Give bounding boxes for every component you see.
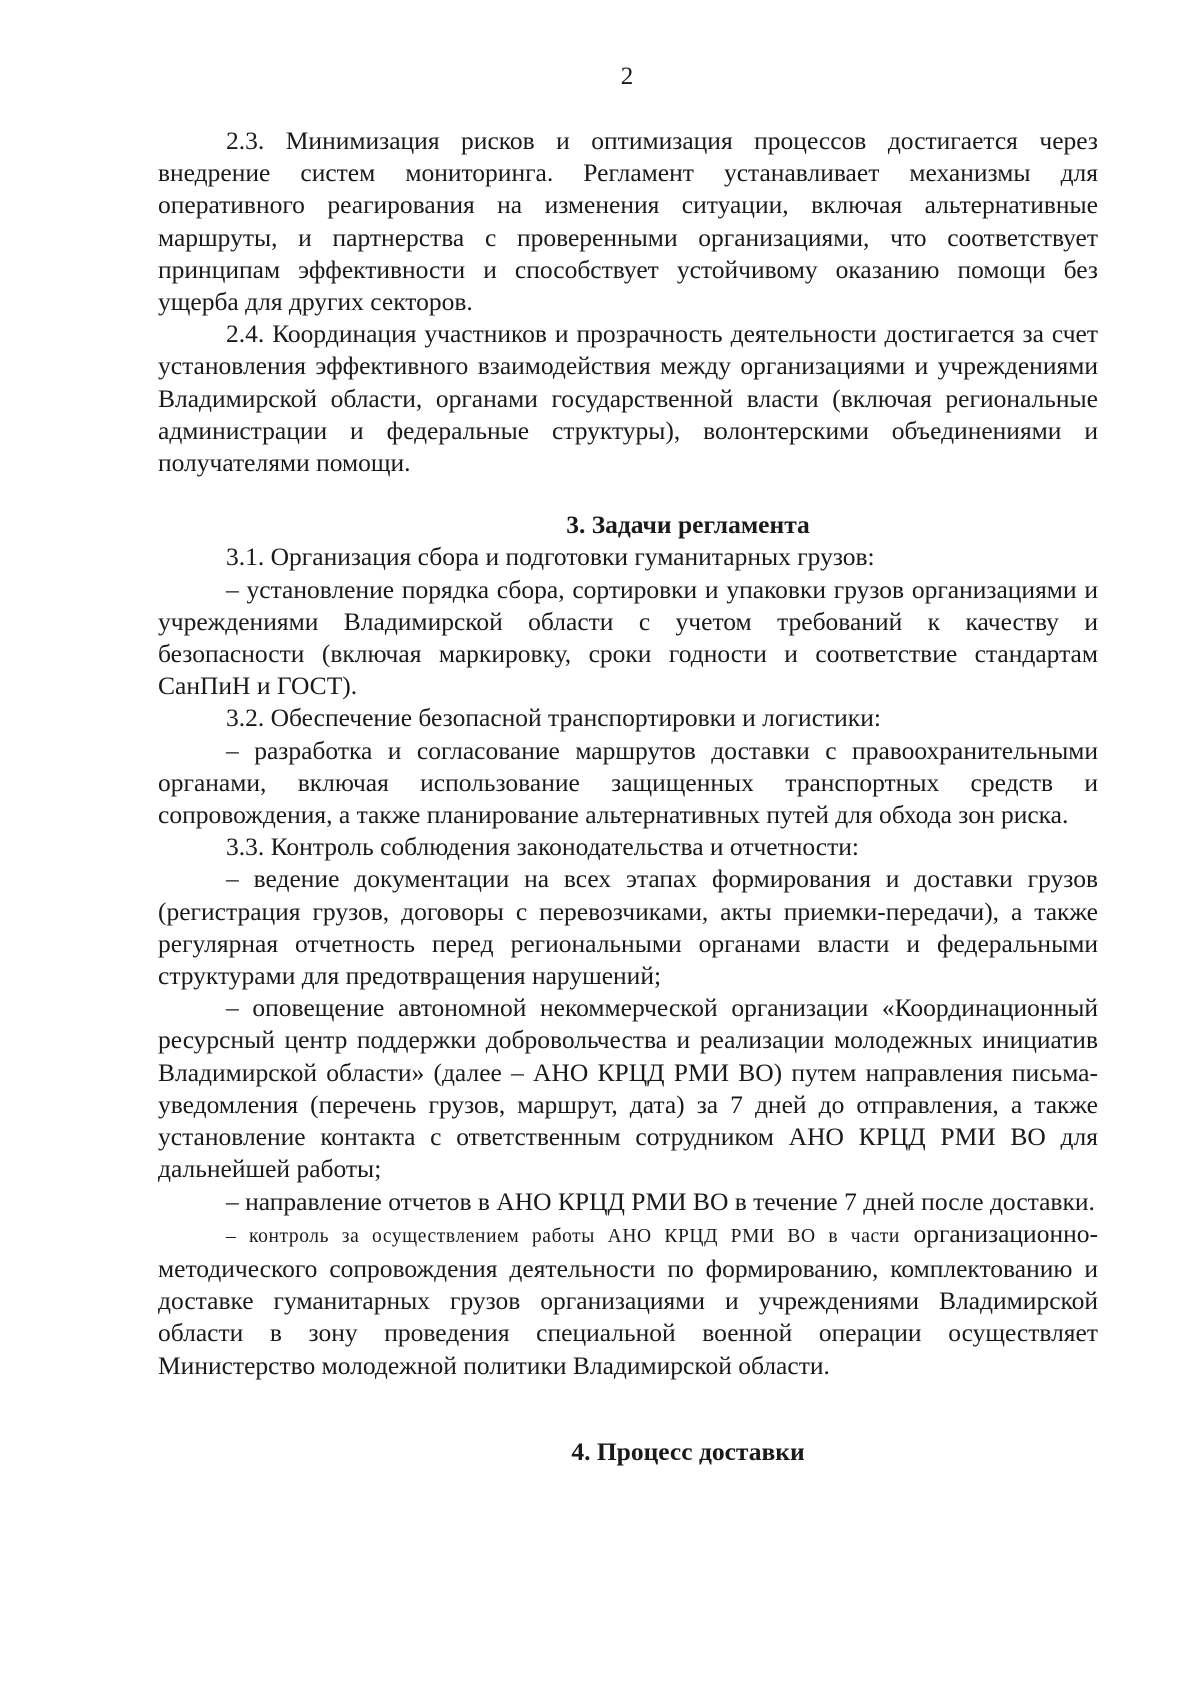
- paragraph-2-4: 2.4. Координация участников и прозрачность деятельности достигается за счет установления эффективного взаимодействия между организациями и учреждениями Владимирской области, органами государственной власти (включая региональные администрации и федеральные структуры), волонтерскими объединениями и получателями помощи.: [158, 319, 1098, 478]
- section-heading-4: 4. Процесс доставки: [571, 1436, 805, 1466]
- list-item-3-3-d-rest: организационно-методического сопровождения деятельности по формированию, комплектованию и доставке гуманитарных грузов организациями и учреждениями Владимирской области в зону проведения специальной военной операции осуществляет Министерство молодежной политики Владимирской области.: [158, 1218, 1098, 1380]
- list-item-3-1-a: – установление порядка сбора, сортировки и упаковки грузов организациями и учреждениями Владимирской области с учетом требований к качеству и безопасности (включая маркировку, сроки годности и соответствие стандартам СанПиН и ГОСТ).: [158, 574, 1098, 701]
- list-item-3-3-b: – оповещение автономной некоммерческой организации «Координационный ресурсный центр поддержки добровольчества и реализации молодежных инициатив Владимирской области» (далее – АНО КРЦД РМИ ВО) путем направления письма-уведомления (перечень грузов, маршрут, дата) за 7 дней до отправления, а также установление контакта с ответственным сотрудником АНО КРЦД РМИ ВО для дальнейшей работы;: [158, 993, 1098, 1184]
- list-item-3-3-a: – ведение документации на всех этапах формирования и доставки грузов (регистрация грузов, договоры с перевозчиками, акты приемки-передачи), а также регулярная отчетность перед региональными органами власти и федеральными структурами для предотвращения нарушений;: [158, 864, 1098, 991]
- paragraph-3-2: 3.2. Обеспечение безопасной транспортировки и логистики:: [226, 703, 881, 733]
- list-item-3-2-a: – разработка и согласование маршрутов доставки с правоохранительными органами, включая использование защищенных транспортных средств и сопровождения, а также планирование альтернативных путей для обхода зон риска.: [158, 735, 1098, 830]
- paragraph-3-1: 3.1. Организация сбора и подготовки гуманитарных грузов:: [226, 542, 875, 572]
- document-body: [158, 125, 1098, 1468]
- paragraph-3-3: 3.3. Контроль соблюдения законодательства и отчетности:: [226, 832, 859, 862]
- list-item-3-3-c: – направление отчетов в АНО КРЦД РМИ ВО в течение 7 дней после доставки.: [226, 1186, 1095, 1216]
- section-heading-3: 3. Задачи регламента: [566, 510, 810, 540]
- list-item-3-3-d-lead: – контроль за осуществлением работы АНО КРЦД РМИ ВО в части: [226, 1225, 900, 1247]
- list-item-3-3-d: [158, 1218, 1098, 1382]
- paragraph-2-3: 2.3. Минимизация рисков и оптимизация процессов достигается через внедрение систем мониторинга. Регламент устанавливает механизмы для оперативного реагирования на изменения ситуации, включая альтернативные маршруты, и партнерства с проверенными организациями, что соответствует принципам эффективности и способствует устойчивому оказанию помощи без ущерба для других секторов.: [158, 126, 1098, 317]
- page-number: 2: [620, 63, 634, 90]
